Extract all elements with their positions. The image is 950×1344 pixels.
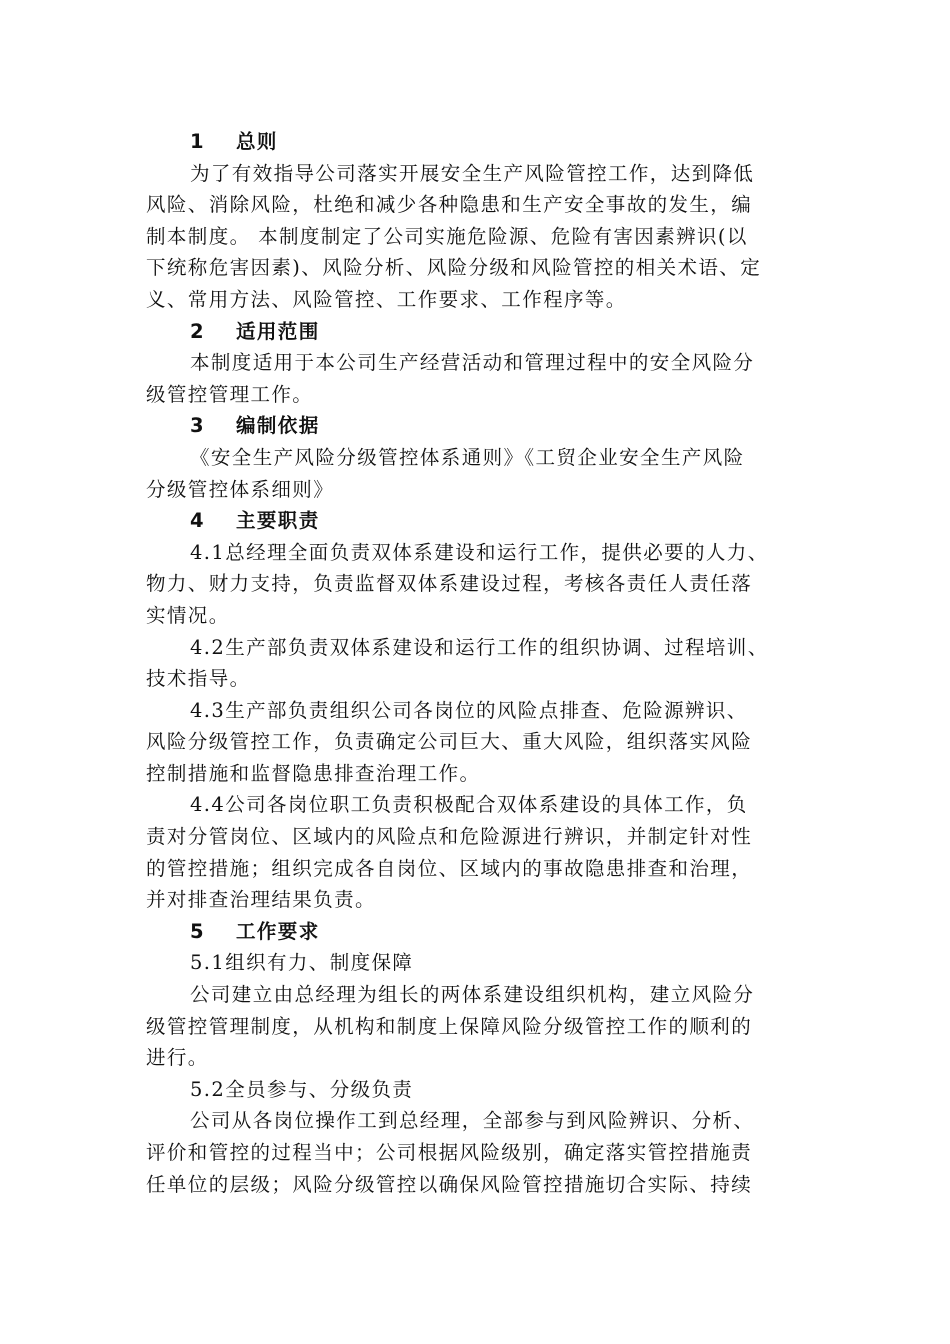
paragraph-line: 级管控管理制度，从机构和制度上保障风险分级管控工作的顺利的 [146,1014,753,1038]
paragraph-line: 控制措施和监督隐患排查治理工作。 [146,761,481,785]
paragraph-line: 制本制度。 本制度制定了公司实施危险源、危险有害因素辨识(以 [146,224,748,248]
paragraph-line: 的管控措施；组织完成各自岗位、区域内的事故隐患排查和治理， [146,856,753,880]
paragraph-first-line: 为了有效指导公司落实开展安全生产风险管控工作，达到降低 [190,161,755,185]
paragraph-first-line: 5.1组织有力、制度保障 [190,951,414,975]
paragraph-first-line: 4.1总经理全面负责双体系建设和运行工作，提供必要的人力、 [190,540,769,564]
paragraph-line: 并对排查治理结果负责。 [146,888,376,912]
section-heading [146,316,808,348]
paragraph-first-line: 4.2生产部负责双体系建设和运行工作的组织协调、过程培训、 [190,635,769,659]
section-number: 3 [190,414,205,438]
paragraph-first-line: 4.4公司各岗位职工负责积极配合双体系建设的具体工作，负 [190,793,748,817]
paragraph-line: 风险、消除风险，杜绝和减少各种隐患和生产安全事故的发生，编 [146,193,753,217]
paragraph-line: 物力、财力支持，负责监督双体系建设过程，考核各责任人责任落 [146,572,753,596]
section-title: 适用范围 [236,319,320,343]
paragraph-line: 技术指导。 [146,667,251,691]
paragraph-line: 任单位的层级；风险分级管控以确保风险管控措施切合实际、持续 [146,1172,753,1196]
paragraph-first-line: 5.2全员参与、分级负责 [190,1077,414,1101]
paragraph-first-line: 4.3生产部负责组织公司各岗位的风险点排查、危险源辨识、 [190,698,748,722]
section-heading [146,126,808,158]
paragraph-first-line: 《安全生产风险分级管控体系通则》《工贸企业安全生产风险 [190,445,745,469]
paragraph-first-line: 公司建立由总经理为组长的两体系建设组织机构，建立风险分 [190,983,755,1007]
paragraph-line: 分级管控体系细则》 [146,477,335,501]
paragraph-line: 级管控管理工作。 [146,382,314,406]
paragraph-first-line: 公司从各岗位操作工到总经理，全部参与到风险辨识、分析、 [190,1109,755,1133]
paragraph-line: 责对分管岗位、区域内的风险点和危险源进行辨识，并制定针对性 [146,825,753,849]
section-heading [146,410,808,442]
section-heading [146,916,808,948]
document-body [146,126,808,1200]
section-heading [146,505,808,537]
section-title: 编制依据 [236,414,320,438]
section-title: 工作要求 [236,919,320,943]
section-number: 5 [190,919,205,943]
section-title: 主要职责 [236,509,320,533]
paragraph-line: 风险分级管控工作，负责确定公司巨大、重大风险，组织落实风险 [146,730,753,754]
section-number: 1 [190,130,205,153]
paragraph-line: 实情况。 [146,603,230,627]
paragraph-line: 进行。 [146,1046,209,1070]
paragraph-line: 义、常用方法、风险管控、工作要求、工作程序等。 [146,287,627,311]
paragraph-line: 下统称危害因素)、风险分析、风险分级和风险管控的相关术语、定 [146,256,762,280]
section-number: 2 [190,319,205,343]
section-number: 4 [190,509,205,533]
paragraph-line: 评价和管控的过程当中；公司根据风险级别，确定落实管控措施责 [146,1141,753,1164]
paragraph-first-line: 本制度适用于本公司生产经营活动和管理过程中的安全风险分 [190,351,755,375]
section-title: 总则 [236,130,278,153]
